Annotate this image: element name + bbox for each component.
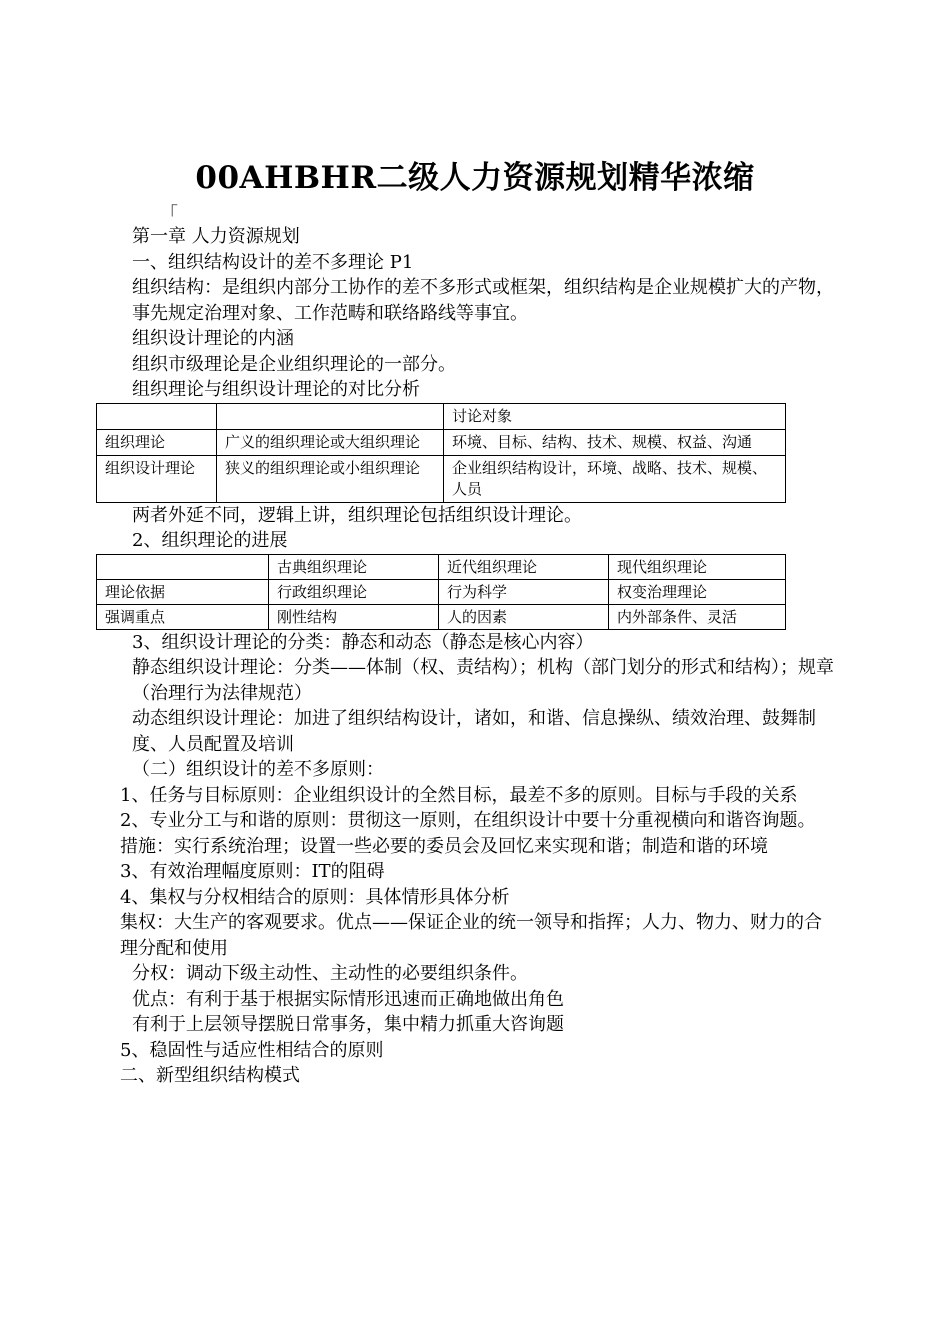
paragraph: 静态组织设计理论：分类——体制（权、责结构）；机构（部门划分的形式和结构）；规章（治理行为法律规范）	[132, 657, 834, 704]
chapter-heading: 第一章 人力资源规划	[132, 226, 300, 247]
table-cell: 内外部条件、灵活	[609, 604, 786, 629]
paragraph: 5、稳固性与适应性相结合的原则	[120, 1039, 384, 1061]
paragraph: 组织结构：是组织内部分工协作的差不多形式或框架，组织结构是企业规模扩大的产物，事先规定治理对象、工作范畴和联络路线等事宜。	[132, 277, 834, 324]
corner-mark: 「	[160, 204, 178, 225]
table-cell: 行为科学	[439, 579, 609, 604]
document-body	[105, 224, 836, 1089]
table-cell: 人的因素	[439, 604, 609, 629]
table-header-cell: 近代组织理论	[439, 554, 609, 579]
paragraph: 组织市级理论是企业组织理论的一部分。	[132, 353, 456, 375]
paragraph: 组织理论与组织设计理论的对比分析	[132, 379, 420, 400]
table-cell: 狭义的组织理论或小组织理论	[217, 455, 444, 502]
paragraph: 2、组织理论的进展	[132, 530, 288, 551]
table-row	[97, 579, 786, 604]
paragraph: 分权：调动下级主动性、主动性的必要组织条件。	[132, 963, 528, 984]
section-heading: 二、新型组织结构模式	[120, 1065, 300, 1086]
paragraph: 动态组织设计理论：加进了组织结构设计，诸如，和谐、信息操纵、绩效治理、鼓舞制度、人员配置及培训	[132, 708, 816, 755]
table-header-cell: 古典组织理论	[269, 554, 439, 579]
table-cell: 强调重点	[97, 604, 269, 629]
table-cell: 企业组织结构设计，环境、战略、技术、规模、人员	[444, 455, 786, 502]
comparison-table	[96, 403, 786, 503]
paragraph: 集权：大生产的客观要求。优点——保证企业的统一领导和指挥；人力、物力、财力的合理分配和使用	[120, 912, 822, 959]
table-cell: 理论依据	[97, 579, 269, 604]
table-header-cell: 现代组织理论	[609, 554, 786, 579]
paragraph: 2、专业分工与和谐的原则：贯彻这一原则，在组织设计中要十分重视横向和谐咨询题。	[120, 810, 816, 831]
table-row	[97, 604, 786, 629]
section-heading: 一、组织结构设计的差不多理论 P1	[132, 251, 414, 273]
table-cell: 权变治理理论	[609, 579, 786, 604]
table-header-cell	[97, 554, 269, 579]
paragraph: 两者外延不同，逻辑上讲，组织理论包括组织设计理论。	[132, 504, 582, 526]
document-title: 00AHBHR二级人力资源规划精华浓缩	[195, 160, 755, 196]
table-header-cell: 讨论对象	[444, 403, 786, 429]
paragraph: 3、组织设计理论的分类：静态和动态（静态是核心内容）	[132, 631, 594, 653]
table-header-cell	[217, 403, 444, 429]
table-header-cell	[97, 403, 217, 429]
paragraph: 措施：实行系统治理；设置一些必要的委员会及回忆来实现和谐；制造和谐的环境	[120, 835, 768, 857]
paragraph: 组织设计理论的内涵	[132, 328, 294, 349]
table-cell: 组织设计理论	[97, 455, 217, 502]
table-cell: 广义的组织理论或大组织理论	[217, 429, 444, 455]
table-cell: 环境、目标、结构、技术、规模、权益、沟通	[444, 429, 786, 455]
paragraph: 优点：有利于基于根据实际情形迅速而正确地做出角色	[132, 988, 564, 1010]
subsection-heading: （二）组织设计的差不多原则：	[132, 759, 384, 780]
paragraph: 1、任务与目标原则：企业组织设计的全然目标，最差不多的原则。目标与手段的关系	[120, 784, 798, 806]
table-cell: 刚性结构	[269, 604, 439, 629]
table-header-row	[97, 554, 786, 579]
table-header-row	[97, 403, 786, 429]
paragraph: 3、有效治理幅度原则：IT的阻碍	[120, 861, 385, 882]
table-row	[97, 429, 786, 455]
table-cell: 组织理论	[97, 429, 217, 455]
evolution-table	[96, 554, 786, 630]
paragraph: 4、集权与分权相结合的原则：具体情形具体分析	[120, 886, 510, 908]
table-row	[97, 455, 786, 502]
table-cell: 行政组织理论	[269, 579, 439, 604]
paragraph: 有利于上层领导摆脱日常事务，集中精力抓重大咨询题	[132, 1014, 564, 1035]
